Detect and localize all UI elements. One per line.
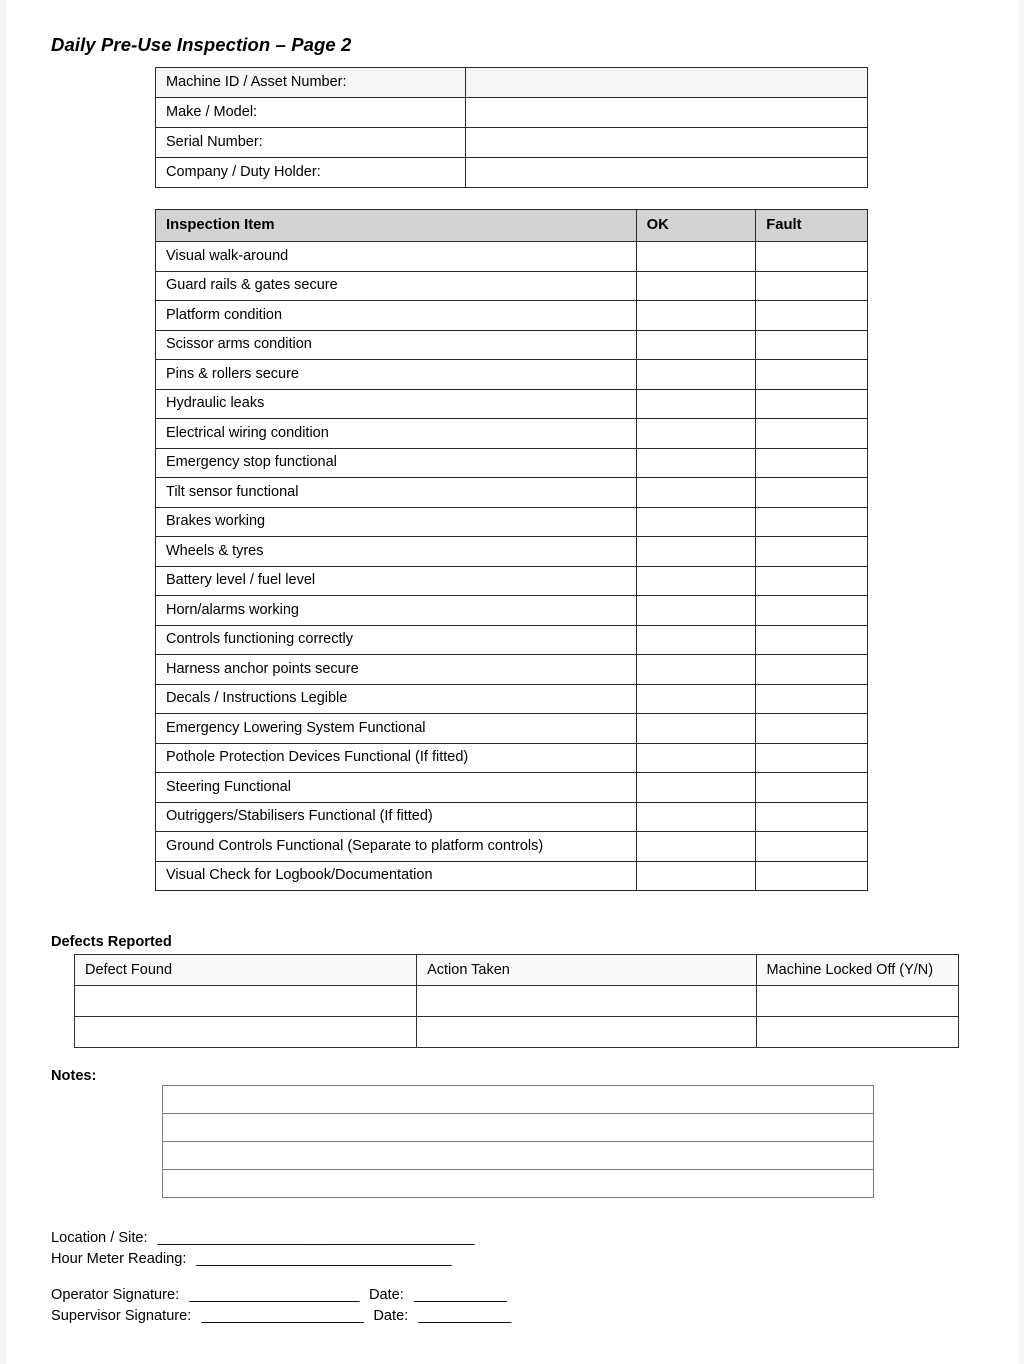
hour-meter-label: Hour Meter Reading: bbox=[51, 1251, 187, 1267]
table-row bbox=[156, 655, 868, 685]
inspection-ok-checkbox-cell[interactable] bbox=[636, 743, 756, 773]
inspection-fault-checkbox-cell[interactable] bbox=[756, 537, 868, 567]
company-duty-holder-label: Company / Duty Holder: bbox=[156, 158, 466, 188]
location-hourmeter-block bbox=[51, 1228, 474, 1270]
notes-line-field[interactable] bbox=[163, 1170, 874, 1198]
defects-reported-table bbox=[74, 954, 959, 1048]
inspection-ok-checkbox-cell[interactable] bbox=[636, 389, 756, 419]
inspection-ok-checkbox-cell[interactable] bbox=[636, 684, 756, 714]
table-row bbox=[156, 566, 868, 596]
inspection-fault-checkbox-cell[interactable] bbox=[756, 861, 868, 891]
inspection-ok-checkbox-cell[interactable] bbox=[636, 714, 756, 744]
inspection-fault-checkbox-cell[interactable] bbox=[756, 714, 868, 744]
inspection-item-label: Brakes working bbox=[156, 507, 637, 537]
inspection-item-label: Emergency Lowering System Functional bbox=[156, 714, 637, 744]
inspection-ok-checkbox-cell[interactable] bbox=[636, 596, 756, 626]
defect-machine-locked-off-field[interactable] bbox=[756, 986, 958, 1017]
machine-id-label: Machine ID / Asset Number: bbox=[156, 68, 466, 98]
inspection-ok-checkbox-cell[interactable] bbox=[636, 773, 756, 803]
inspection-ok-checkbox-cell[interactable] bbox=[636, 537, 756, 567]
inspection-ok-checkbox-cell[interactable] bbox=[636, 271, 756, 301]
location-site-label: Location / Site: bbox=[51, 1230, 148, 1246]
inspection-ok-checkbox-cell[interactable] bbox=[636, 478, 756, 508]
supervisor-signature-label: Supervisor Signature: bbox=[51, 1308, 192, 1324]
inspection-item-label: Visual Check for Logbook/Documentation bbox=[156, 861, 637, 891]
make-model-label: Make / Model: bbox=[156, 98, 466, 128]
inspection-fault-checkbox-cell[interactable] bbox=[756, 773, 868, 803]
defect-machine-locked-off-field[interactable] bbox=[756, 1017, 958, 1048]
operator-signature-input-rule[interactable]: ______________________ bbox=[189, 1287, 359, 1303]
inspection-ok-checkbox-cell[interactable] bbox=[636, 507, 756, 537]
table-row bbox=[75, 986, 959, 1017]
table-row bbox=[163, 1086, 874, 1114]
notes-line-field[interactable] bbox=[163, 1086, 874, 1114]
column-header-inspection-item: Inspection Item bbox=[156, 210, 637, 242]
table-row bbox=[156, 98, 868, 128]
column-header-fault: Fault bbox=[756, 210, 868, 242]
inspection-fault-checkbox-cell[interactable] bbox=[756, 478, 868, 508]
inspection-item-label: Steering Functional bbox=[156, 773, 637, 803]
inspection-fault-checkbox-cell[interactable] bbox=[756, 625, 868, 655]
supervisor-date-label: Date: bbox=[373, 1308, 409, 1324]
make-model-field[interactable] bbox=[465, 98, 867, 128]
serial-number-label: Serial Number: bbox=[156, 128, 466, 158]
inspection-fault-checkbox-cell[interactable] bbox=[756, 389, 868, 419]
inspection-fault-checkbox-cell[interactable] bbox=[756, 419, 868, 449]
inspection-item-label: Harness anchor points secure bbox=[156, 655, 637, 685]
table-row bbox=[156, 68, 868, 98]
inspection-fault-checkbox-cell[interactable] bbox=[756, 330, 868, 360]
hour-meter-input-rule[interactable]: _________________________________ bbox=[196, 1251, 452, 1267]
table-row bbox=[156, 478, 868, 508]
table-row bbox=[156, 684, 868, 714]
operator-date-label: Date: bbox=[368, 1287, 404, 1303]
table-row bbox=[156, 743, 868, 773]
column-header-ok: OK bbox=[636, 210, 756, 242]
inspection-item-label: Outriggers/Stabilisers Functional (If fitted) bbox=[156, 802, 637, 832]
inspection-ok-checkbox-cell[interactable] bbox=[636, 625, 756, 655]
inspection-ok-checkbox-cell[interactable] bbox=[636, 861, 756, 891]
inspection-fault-checkbox-cell[interactable] bbox=[756, 655, 868, 685]
notes-line-field[interactable] bbox=[163, 1114, 874, 1142]
inspection-fault-checkbox-cell[interactable] bbox=[756, 832, 868, 862]
machine-info-table bbox=[155, 67, 868, 188]
supervisor-date-input-rule[interactable]: ____________ bbox=[418, 1308, 511, 1324]
table-row bbox=[156, 625, 868, 655]
notes-table bbox=[162, 1085, 874, 1198]
inspection-ok-checkbox-cell[interactable] bbox=[636, 419, 756, 449]
inspection-item-label: Hydraulic leaks bbox=[156, 389, 637, 419]
defect-action-taken-field[interactable] bbox=[417, 1017, 756, 1048]
inspection-ok-checkbox-cell[interactable] bbox=[636, 566, 756, 596]
company-duty-holder-field[interactable] bbox=[465, 158, 867, 188]
inspection-fault-checkbox-cell[interactable] bbox=[756, 802, 868, 832]
defect-defect-found-field[interactable] bbox=[75, 1017, 417, 1048]
table-row bbox=[156, 832, 868, 862]
table-row bbox=[163, 1114, 874, 1142]
page-title: Daily Pre-Use Inspection – Page 2 bbox=[51, 34, 352, 55]
table-header-row bbox=[156, 210, 868, 242]
defect-action-taken-field[interactable] bbox=[417, 986, 756, 1017]
signatures-block bbox=[51, 1285, 511, 1327]
inspection-fault-checkbox-cell[interactable] bbox=[756, 242, 868, 272]
inspection-item-label: Wheels & tyres bbox=[156, 537, 637, 567]
table-row bbox=[156, 271, 868, 301]
notes-line-field[interactable] bbox=[163, 1142, 874, 1170]
table-row bbox=[75, 1017, 959, 1048]
table-row bbox=[156, 419, 868, 449]
inspection-fault-checkbox-cell[interactable] bbox=[756, 448, 868, 478]
table-row bbox=[156, 389, 868, 419]
inspection-fault-checkbox-cell[interactable] bbox=[756, 596, 868, 626]
inspection-ok-checkbox-cell[interactable] bbox=[636, 448, 756, 478]
table-row bbox=[156, 360, 868, 390]
inspection-item-label: Guard rails & gates secure bbox=[156, 271, 637, 301]
notes-section-label: Notes: bbox=[51, 1068, 97, 1084]
table-row bbox=[156, 596, 868, 626]
inspection-item-label: Visual walk-around bbox=[156, 242, 637, 272]
machine-id-field[interactable] bbox=[465, 68, 867, 98]
inspection-fault-checkbox-cell[interactable] bbox=[756, 684, 868, 714]
defect-defect-found-field[interactable] bbox=[75, 986, 417, 1017]
operator-date-input-rule[interactable]: ____________ bbox=[413, 1287, 507, 1303]
location-site-input-rule[interactable]: _________________________________________ bbox=[157, 1230, 474, 1246]
serial-number-field[interactable] bbox=[465, 128, 867, 158]
table-row bbox=[156, 507, 868, 537]
table-row bbox=[156, 802, 868, 832]
inspection-ok-checkbox-cell[interactable] bbox=[636, 832, 756, 862]
inspection-item-label: Scissor arms condition bbox=[156, 330, 637, 360]
table-row bbox=[156, 301, 868, 331]
table-row bbox=[156, 714, 868, 744]
inspection-fault-checkbox-cell[interactable] bbox=[756, 566, 868, 596]
inspection-item-label: Decals / Instructions Legible bbox=[156, 684, 637, 714]
table-row bbox=[163, 1170, 874, 1198]
table-row bbox=[156, 448, 868, 478]
inspection-fault-checkbox-cell[interactable] bbox=[756, 360, 868, 390]
column-header-action-taken: Action Taken bbox=[417, 955, 756, 986]
inspection-item-label: Tilt sensor functional bbox=[156, 478, 637, 508]
table-row bbox=[156, 773, 868, 803]
inspection-ok-checkbox-cell[interactable] bbox=[636, 242, 756, 272]
inspection-fault-checkbox-cell[interactable] bbox=[756, 271, 868, 301]
inspection-ok-checkbox-cell[interactable] bbox=[636, 301, 756, 331]
table-row bbox=[156, 861, 868, 891]
inspection-checklist-table bbox=[155, 209, 868, 891]
inspection-ok-checkbox-cell[interactable] bbox=[636, 330, 756, 360]
inspection-item-label: Horn/alarms working bbox=[156, 596, 637, 626]
table-row bbox=[156, 537, 868, 567]
inspection-item-label: Platform condition bbox=[156, 301, 637, 331]
table-row bbox=[156, 158, 868, 188]
operator-signature-label: Operator Signature: bbox=[51, 1287, 180, 1303]
supervisor-signature-input-rule[interactable]: _____________________ bbox=[201, 1308, 364, 1324]
column-header-machine-locked-off: Machine Locked Off (Y/N) bbox=[756, 955, 958, 986]
defects-section-label: Defects Reported bbox=[51, 934, 172, 950]
table-row bbox=[156, 128, 868, 158]
column-header-defect-found: Defect Found bbox=[75, 955, 417, 986]
table-row bbox=[156, 330, 868, 360]
inspection-fault-checkbox-cell[interactable] bbox=[756, 743, 868, 773]
table-row bbox=[156, 242, 868, 272]
inspection-fault-checkbox-cell[interactable] bbox=[756, 301, 868, 331]
inspection-item-label: Pins & rollers secure bbox=[156, 360, 637, 390]
inspection-ok-checkbox-cell[interactable] bbox=[636, 655, 756, 685]
table-header-row bbox=[75, 955, 959, 986]
inspection-ok-checkbox-cell[interactable] bbox=[636, 802, 756, 832]
inspection-fault-checkbox-cell[interactable] bbox=[756, 507, 868, 537]
inspection-item-label: Controls functioning correctly bbox=[156, 625, 637, 655]
inspection-item-label: Pothole Protection Devices Functional (If fitted) bbox=[156, 743, 637, 773]
inspection-item-label: Battery level / fuel level bbox=[156, 566, 637, 596]
inspection-ok-checkbox-cell[interactable] bbox=[636, 360, 756, 390]
inspection-item-label: Ground Controls Functional (Separate to platform controls) bbox=[156, 832, 637, 862]
inspection-item-label: Emergency stop functional bbox=[156, 448, 637, 478]
inspection-item-label: Electrical wiring condition bbox=[156, 419, 637, 449]
table-row bbox=[163, 1142, 874, 1170]
